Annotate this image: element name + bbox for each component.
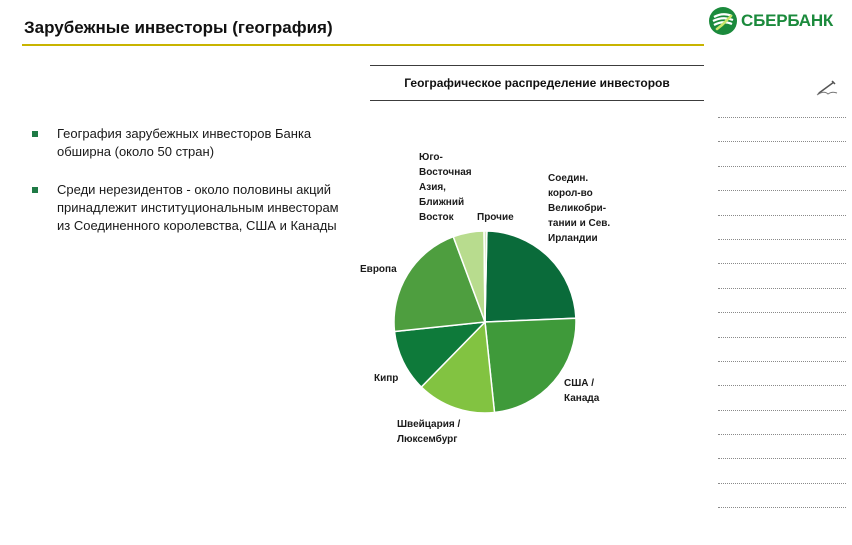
logo-text: СБЕРБАНК: [741, 11, 834, 30]
bullet-text: Среди нерезидентов - около половины акций принадлежит институциональным инвесторам из Соединенного королевства, США и Канады: [57, 182, 339, 233]
slide-title: Зарубежные инвесторы (география): [24, 18, 333, 37]
note-line: [718, 483, 846, 484]
pie-slice-label: Соедин. корол-во Великобри- тании и Сев. Ирландии: [548, 173, 611, 244]
note-line: [718, 215, 846, 216]
pie-slice-label: Европа: [360, 264, 397, 275]
note-line: [718, 507, 846, 508]
note-line: [718, 361, 846, 362]
note-line: [718, 312, 846, 313]
pencil-note-icon: [816, 78, 838, 96]
note-line: [718, 166, 846, 167]
note-line: [718, 263, 846, 264]
note-line: [718, 190, 846, 191]
chart-title: Географическое распределение инвесторов: [370, 65, 704, 101]
note-line: [718, 239, 846, 240]
note-line: [718, 410, 846, 411]
pie-slice: [485, 318, 576, 412]
note-line: [718, 385, 846, 386]
pie-slice-label: Швейцария / Люксембург: [397, 419, 461, 445]
pie-slice-label: Юго- Восточная Азия, Ближний Восток: [419, 152, 472, 223]
note-line: [718, 337, 846, 338]
note-line: [718, 288, 846, 289]
bullet-text: География зарубежных инвесторов Банка обширна (около 50 стран): [57, 126, 312, 159]
note-line: [718, 141, 846, 142]
note-line: [718, 117, 846, 118]
note-line: [718, 458, 846, 459]
pie-slice-label: Кипр: [374, 373, 399, 384]
note-line: [718, 434, 846, 435]
notes-lines: [718, 117, 846, 532]
pie-slice-label: Прочие: [477, 212, 514, 223]
pie-slice-label: США / Канада: [564, 378, 600, 404]
